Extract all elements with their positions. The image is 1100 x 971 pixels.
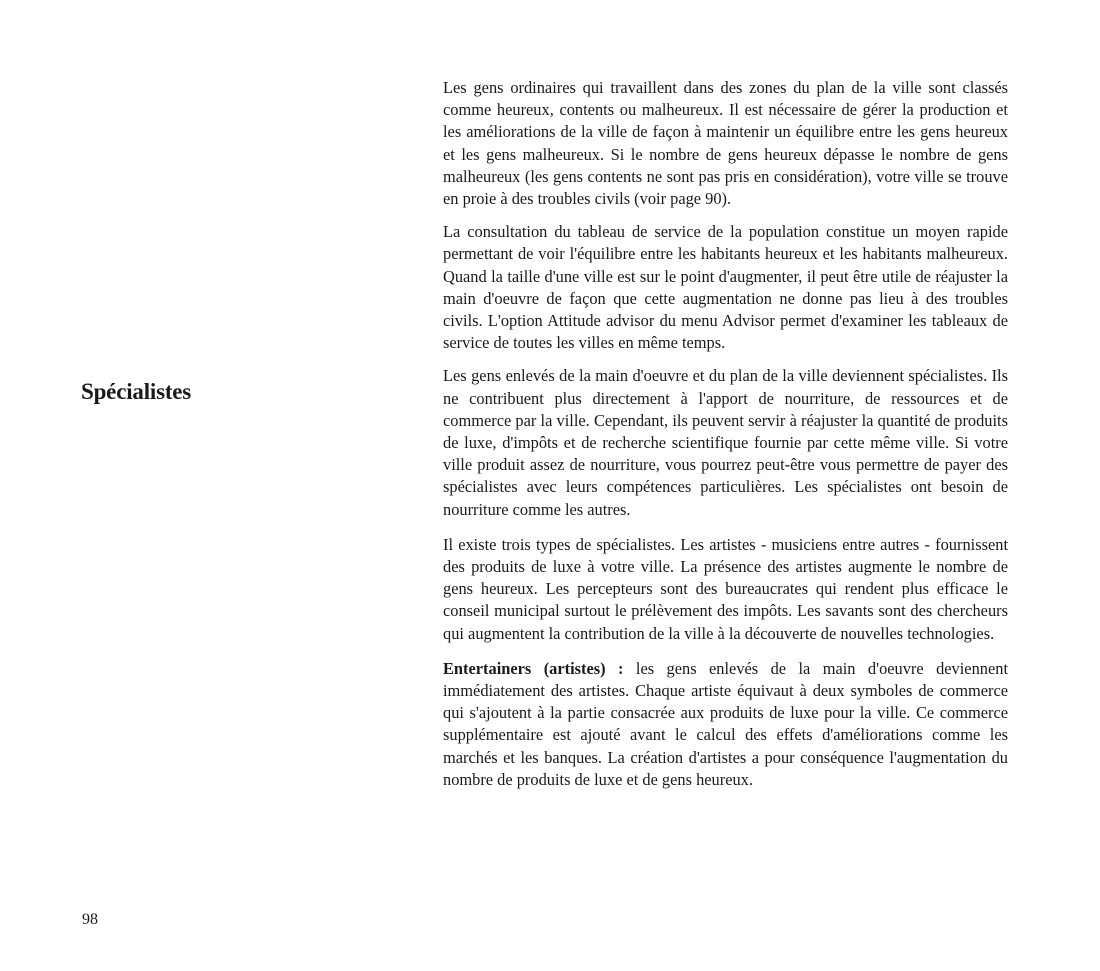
page-number: 98 — [82, 911, 98, 928]
paragraph-entertainers — [443, 658, 1008, 791]
entertainers-text: les gens enlevés de la main d'oeuvre deviennent immédiatement des artistes. Chaque artiste équivaut à deux symboles de commerce qui s'ajoutent à la partie consacrée aux produits de luxe pour la ville. Ce commerce supplémentaire est ajouté avant le calcul des effets d'améliorations comme les marchés et les banques. La création d'artistes a pour conséquence l'augmentation du nombre de produits de luxe et de gens heureux. — [443, 658, 1008, 789]
paragraph-specialists-intro: Les gens enlevés de la main d'oeuvre et du plan de la ville deviennent spécialistes. Ils ne contribuent plus directement à l'apport de nourriture, de ressources et de commerce par la ville. Cependant, ils peuvent servir à réajuster la quantité de produits de luxe, d'impôts et de recherche scientifique fournie par cette même ville. Si votre ville produit assez de nourriture, vous pourrez peut-être vous permettre de payer des spécialistes avec leurs compétences particulières. Les spécialistes ont besoin de nourriture comme les autres. — [443, 366, 1008, 519]
paragraph-population-roster: La consultation du tableau de service de la population constitue un moyen rapide permettant de voir l'équilibre entre les habitants heureux et les habitants malheureux. Quand la taille d'une ville est sur le point d'augmenter, il peut être utile de réajuster la main d'oeuvre de façon que cette augmentation ne donne pas lieu à des troubles civils. L'option Attitude advisor du menu Advisor permet d'examiner les tableaux de service de toutes les villes en même temps. — [443, 222, 1008, 353]
entertainers-lead: Entertainers (artistes) : — [443, 658, 624, 678]
paragraph-happiness-balance: Les gens ordinaires qui travaillent dans des zones du plan de la ville sont classés comme heureux, contents ou malheureux. Il est nécessaire de gérer la production et les améliorations de la ville de façon à maintenir un équilibre entre les gens heureux et les gens malheureux. Si le nombre de gens heureux dépasse le nombre de gens malheureux (les gens contents ne sont pas pris en considération), votre ville se trouve en proie à des troubles civils (voir page 90). — [443, 78, 1008, 209]
paragraph-specialist-types: Il existe trois types de spécialistes. Les artistes - musiciens entre autres - fournissent des produits de luxe à votre ville. La présence des artistes augmente le nombre de gens heureux. Les percepteurs sont des bureaucrates qui rendent plus efficace le conseil municipal surtout le prélèvement des impôts. Les savants sont des chercheurs qui augmentent la contribution de la ville à la découverte de nouvelles technologies. — [443, 534, 1008, 643]
body-text-column — [443, 77, 1008, 804]
section-heading: Spécialistes — [81, 379, 192, 404]
